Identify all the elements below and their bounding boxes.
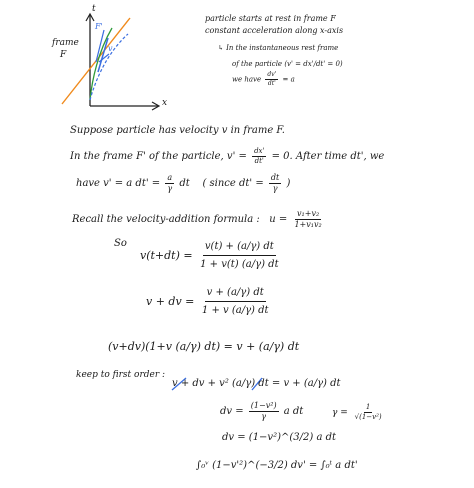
have-pre: have v' = a dt' = [76, 178, 161, 189]
since-den: γ [272, 184, 278, 193]
eq2-den: 1 + v (a/γ) dt [201, 305, 269, 316]
note-line-2: constant acceleration along x-axis [205, 26, 344, 35]
eq1-den: 1 + v(t) (a/γ) dt [200, 259, 279, 270]
u-den: 1+v₁v₂ [294, 220, 322, 229]
gamma-lhs: γ = [332, 408, 348, 418]
since-frac [269, 174, 281, 193]
frame-label-1: frame [52, 38, 79, 48]
have-frac [165, 174, 174, 193]
eq1-lhs: v(t+dt) = [140, 249, 193, 262]
recall-text: Recall the velocity-addition formula : [72, 214, 260, 225]
note-line-5-frac [265, 72, 278, 87]
frame-line [70, 148, 384, 165]
eq2 [146, 288, 273, 316]
gamma-def [332, 404, 386, 421]
eq5 [220, 402, 303, 421]
note-line-5-den: dt' [267, 80, 276, 87]
eq2-lhs: v + dv = [146, 295, 195, 308]
have-num: a [167, 173, 173, 182]
u-num: v₁+v₂ [297, 209, 320, 218]
note-line-3: ↳ In the instantaneous rest frame [218, 44, 339, 52]
note-line-4 [232, 60, 343, 68]
gamma-den: √(1−v²) [354, 413, 382, 421]
eq1-num: v(t) + (a/γ) dt [203, 242, 276, 256]
frame-eq-num: dx' [254, 147, 265, 155]
recall-line [72, 210, 326, 229]
note-line-5-post: = a [282, 75, 295, 84]
axis-t-label: t [92, 4, 96, 14]
frame-line-pre: In the frame F' of the particle, [70, 151, 224, 162]
gamma-frac [353, 404, 384, 421]
u-pre: u = [269, 214, 288, 225]
have-den: γ [167, 184, 173, 193]
eq6: dv = (1−v²)^(3/2) a dt [222, 432, 337, 443]
note-line-4-paren: (v' = dx'/dt' = 0) [284, 60, 343, 68]
u-frac [292, 210, 323, 229]
eq3: (v+dv)(1+v (a/γ) dt) = v + (a/γ) dt [108, 340, 300, 353]
frame-eq-den: dt' [254, 157, 264, 165]
since-pre: ( since dt' = [202, 178, 264, 189]
note-line-1: particle starts at rest in frame F [205, 14, 336, 23]
frame-eq-pre: v' = [226, 151, 247, 162]
eq1 [140, 242, 283, 270]
since-post: ) [286, 178, 291, 189]
eq1-frac [198, 242, 280, 270]
eq5-lhs: dv = [220, 406, 244, 417]
eq5-frac [249, 402, 279, 421]
frame-eq-frac [252, 148, 266, 165]
velocity-label: v [108, 44, 113, 53]
eq4: v + dv + v² (a/γ) dt = v + (a/γ) dt [172, 378, 341, 389]
eq2-num: v + (a/γ) dt [205, 288, 266, 302]
eq5-den: γ [261, 412, 267, 421]
note-line-5-num: dv' [267, 71, 277, 78]
suppose-line: Suppose particle has velocity v in frame F. [70, 125, 285, 136]
frame-eq-post: = 0. After time dt', we [271, 151, 385, 162]
eq5-num: (1−v²) [250, 401, 277, 410]
curve-label: F' [95, 22, 103, 31]
gamma-num: 1 [365, 403, 371, 411]
keep-line: keep to first order : [76, 370, 166, 380]
frame-label-2: F [60, 50, 67, 60]
note-line-4-pre: of the particle [232, 60, 283, 68]
have-post: dt [179, 178, 190, 189]
note-line-5 [232, 72, 295, 87]
eq2-frac [200, 288, 271, 316]
so-label: So [114, 238, 127, 249]
eq7: ∫₀ᵛ (1−v'²)^(−3/2) dv' = ∫₀ᵗ a dt' [196, 460, 358, 471]
eq5-post: a dt [283, 406, 304, 417]
since-num: dt [270, 173, 280, 182]
axis-x-label: x [162, 98, 168, 108]
have-line [76, 174, 290, 193]
note-line-5-pre: we have [232, 75, 262, 84]
